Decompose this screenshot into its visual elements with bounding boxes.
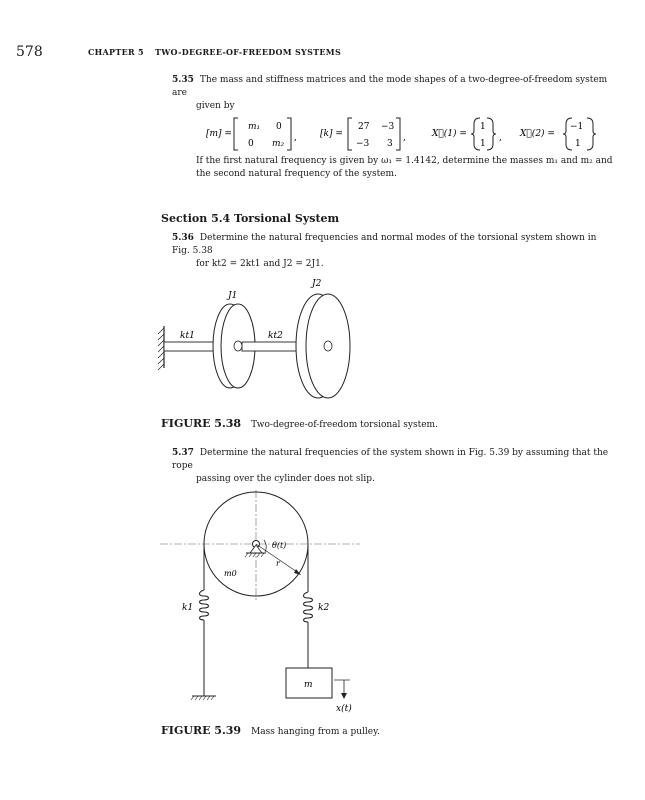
label-j1: J1 [228, 291, 238, 301]
figure-5-38-caption [161, 417, 438, 430]
spring-k1 [200, 590, 209, 620]
label-kt2: kt2 [268, 331, 283, 341]
problem-text: The mass and stiffness matrices and the mode shapes of a two-degree-of-freedom system are [172, 75, 608, 98]
brace [487, 118, 496, 150]
label-m0: m0 [224, 569, 237, 578]
label-m: m [304, 680, 313, 690]
arrow-head [341, 693, 347, 699]
pivot-hatching [245, 553, 264, 557]
figure-caption-text: Two-degree-of-freedom torsional system. [251, 420, 438, 430]
label-j2: J2 [312, 279, 322, 289]
problem-text: for kt2 = 2kt1 and J2 = 2J1. [196, 259, 324, 269]
wall-hatching [158, 328, 164, 370]
pivot-support [250, 545, 262, 553]
section-heading: Section 5.4 Torsional System [161, 212, 340, 225]
problem-5-36 [172, 232, 612, 271]
mode-1-label: X⃗(1) = [432, 129, 467, 139]
bracket [396, 118, 400, 150]
ground-hatching [191, 696, 214, 700]
mode-2-label: X⃗(2) = [520, 129, 555, 139]
mode-1-bottom: 1 [480, 139, 486, 149]
label-k1: k1 [182, 603, 194, 613]
label-k2: k2 [318, 603, 330, 613]
figure-5-39-caption [161, 724, 380, 737]
page-number: 578 [16, 44, 43, 60]
bracket [287, 118, 291, 150]
svg-text:,: , [499, 133, 502, 143]
m22: m₂ [272, 139, 285, 149]
problem-text: passing over the cylinder does not slip. [196, 474, 375, 484]
label-x: x(t) [336, 704, 352, 714]
chapter-title: TWO-DEGREE-OF-FREEDOM SYSTEMS [155, 47, 342, 57]
problem-5-35 [172, 74, 612, 113]
mass-matrix-label: [m] = [206, 129, 232, 139]
problem-text: Determine the natural frequencies and normal modes of the torsional system shown in Fig. 5.38 [172, 233, 597, 256]
stiffness-matrix-label: [k] = [320, 129, 343, 139]
figure-caption-text: Mass hanging from a pulley. [251, 727, 380, 737]
label-r: r [276, 559, 280, 568]
problem-text: the second natural frequency of the system. [196, 169, 397, 179]
m21: 0 [248, 139, 254, 149]
figure-5-39-diagram [160, 490, 380, 716]
k21: −3 [356, 139, 370, 149]
mode-1-top: 1 [480, 122, 486, 132]
svg-text:,: , [294, 133, 297, 143]
problem-number: 5.36 [172, 233, 194, 243]
problem-text: given by [196, 101, 235, 111]
label-kt1: kt1 [180, 331, 195, 341]
hub [324, 341, 332, 351]
brace [587, 118, 596, 150]
figure-label: FIGURE 5.38 [161, 417, 242, 430]
figure-5-38-diagram [150, 272, 380, 402]
problem-text: Determine the natural frequencies of the system shown in Fig. 5.39 by assuming that the rope [172, 448, 609, 471]
bracket [234, 118, 238, 150]
k22: 3 [387, 139, 393, 149]
bracket [348, 118, 352, 150]
mode-2-bottom: 1 [575, 139, 581, 149]
m12: 0 [276, 122, 282, 132]
chapter-label: CHAPTER 5 [88, 47, 144, 57]
problem-5-37 [172, 447, 612, 486]
brace [471, 118, 480, 150]
k12: −3 [381, 122, 395, 132]
problem-text: If the first natural frequency is given by ω₁ = 1.4142, determine the masses m₁ and m₂ and [196, 156, 613, 166]
mode-2-top: −1 [570, 122, 584, 132]
svg-text:,: , [403, 133, 406, 143]
spring-k2 [304, 592, 313, 622]
problem-number: 5.37 [172, 448, 194, 458]
k11: 27 [358, 122, 370, 132]
hub [234, 341, 242, 351]
problem-5-35-cont [196, 155, 616, 181]
running-head [88, 47, 349, 57]
matrices-equation [190, 110, 610, 156]
m11: m₁ [248, 122, 261, 132]
problem-number: 5.35 [172, 75, 194, 85]
figure-label: FIGURE 5.39 [161, 724, 242, 737]
label-theta: θ(t) [272, 541, 287, 550]
